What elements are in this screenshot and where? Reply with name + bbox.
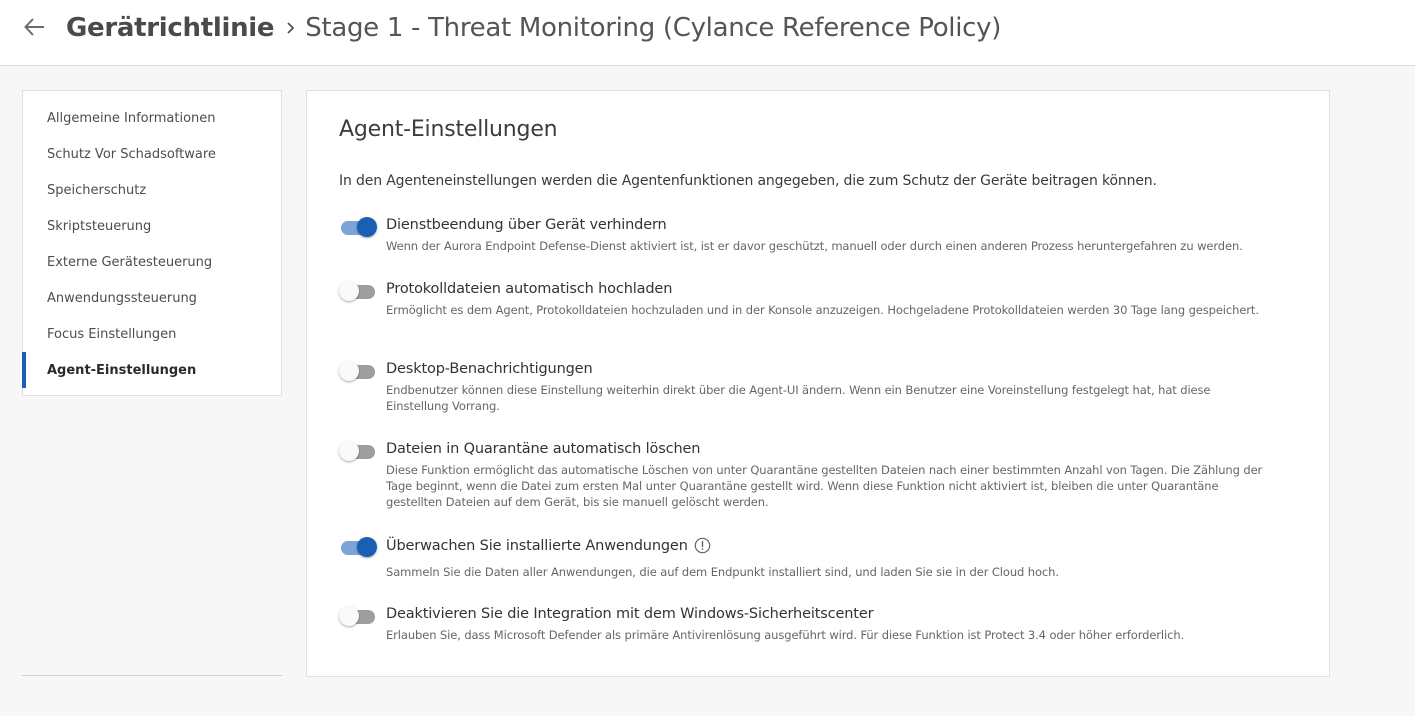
sidebar-item-speicherschutz[interactable]: Speicherschutz [47,182,147,198]
setting-description: Wenn der Aurora Endpoint Defense-Dienst aktiviert ist, ist er davor geschützt, manuell oder durch einen anderen Prozess heruntergefahren zu werden. [386,239,1243,253]
info-icon[interactable] [694,537,711,554]
toggle-switch[interactable] [339,536,377,558]
back-arrow-icon[interactable] [22,14,48,40]
toggle-knob [357,537,377,557]
setting-label: Protokolldateien automatisch hochladen [386,281,673,297]
toggle-knob [339,441,359,461]
toggle-switch[interactable] [339,280,377,302]
toggle-switch[interactable] [339,605,377,627]
toggle-knob [339,281,359,301]
toggle-knob [339,606,359,626]
setting-description: Ermöglicht es dem Agent, Protokolldateien hochzuladen und in der Konsole anzuzeigen. Hochgeladene Protokolldateien werden 30 Tage lang gespeichert. [386,303,1259,317]
page-header [0,0,1415,66]
setting-description: Sammeln Sie die Daten aller Anwendungen, die auf dem Endpunkt installiert sind, und laden Sie sie in der Cloud hoch. [386,565,1059,579]
sidebar-item-skriptsteuerung[interactable]: Skriptsteuerung [47,218,152,234]
setting-label: Überwachen Sie installierte Anwendungen [386,537,711,554]
setting-description: Diese Funktion ermöglicht das automatische Löschen von unter Quarantäne gestellten Dateien nach einer bestimmten Anzahl von Tagen. Die Zählung der Tage beginnt, wenn die Datei zum ersten Mal unter Quarantäne gestellt wird. Wenn diese Funktion nicht aktiviert ist, bleiben die unter Quarantäne gestellten Dateien auf dem Gerät, bis sie manuell gelöscht werden. [386,463,1263,509]
setting-label: Dateien in Quarantäne automatisch löschen [386,441,701,457]
chevron-right-icon [286,20,296,36]
sidebar-item-externe-geraetesteuerung[interactable]: Externe Gerätesteuerung [47,254,213,270]
sidebar-item-anwendungssteuerung[interactable]: Anwendungssteuerung [47,290,197,306]
setting-description: Erlauben Sie, dass Microsoft Defender als primäre Antivirenlösung ausgeführt wird. Für diese Funktion ist Protect 3.4 oder höher erforderlich. [386,628,1185,642]
toggle-switch[interactable] [339,360,377,382]
sidebar [22,90,282,396]
sidebar-item-agent-einstellungen[interactable]: Agent-Einstellungen [23,352,281,388]
breadcrumb-root[interactable]: Gerätrichtlinie [66,13,275,43]
toggle-knob [339,361,359,381]
settings-panel [306,90,1330,677]
toggle-switch[interactable] [339,216,377,238]
sidebar-item-schutz-vor-schadsoftware[interactable]: Schutz Vor Schadsoftware [47,146,216,162]
toggle-switch[interactable] [339,440,377,462]
sidebar-item-allgemeine-informationen[interactable]: Allgemeine Informationen [47,110,216,126]
divider [22,675,282,676]
setting-label: Dienstbeendung über Gerät verhindern [386,217,667,233]
toggle-knob [357,217,377,237]
setting-description: Endbenutzer können diese Einstellung weiterhin direkt über die Agent-UI ändern. Wenn ein Benutzer eine Voreinstellung festgelegt hat, hat diese Einstellung Vorrang. [386,383,1211,413]
page-title: Stage 1 - Threat Monitoring (Cylance Reference Policy) [305,13,1002,43]
section-title: Agent-Einstellungen [339,117,558,142]
setting-label: Desktop-Benachrichtigungen [386,361,593,377]
sidebar-item-focus-einstellungen[interactable]: Focus Einstellungen [47,326,177,342]
setting-label: Deaktivieren Sie die Integration mit dem Windows-Sicherheitscenter [386,606,874,622]
section-intro: In den Agenteneinstellungen werden die Agentenfunktionen angegeben, die zum Schutz der Geräte beitragen können. [339,173,1157,189]
breadcrumb [66,10,1001,46]
